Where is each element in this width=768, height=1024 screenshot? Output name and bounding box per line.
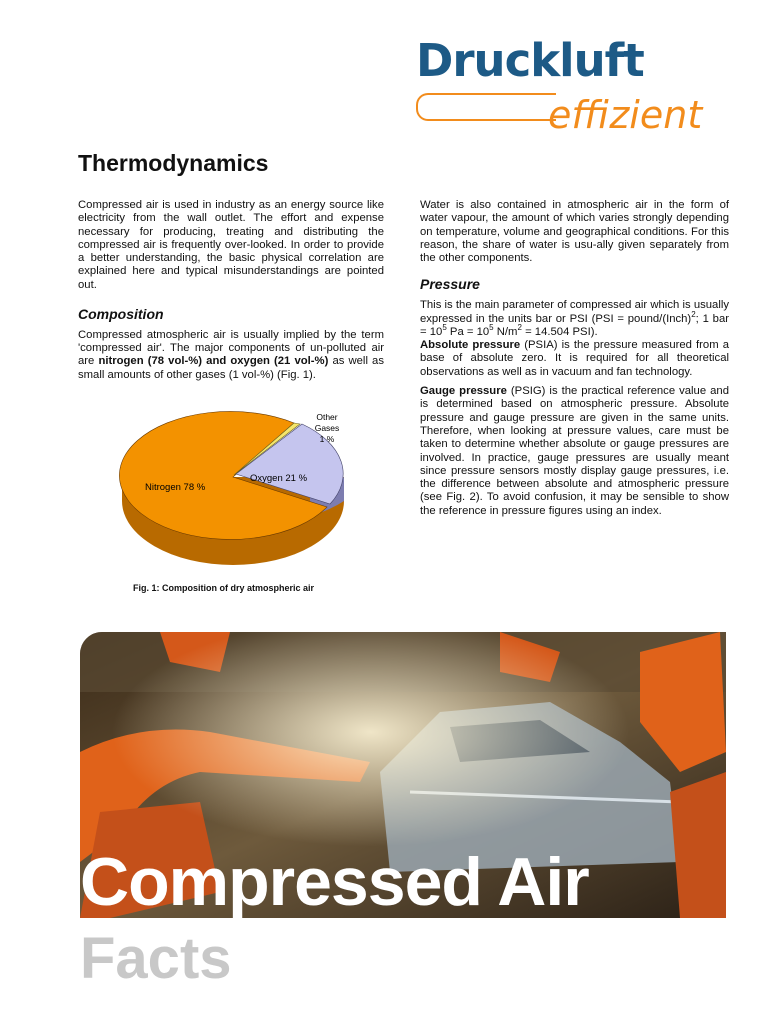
pie-label-oxygen: Oxygen 21 % — [250, 473, 308, 484]
left-column — [78, 199, 384, 382]
composition-heading: Composition — [78, 306, 164, 323]
absolute-pressure-paragraph: Absolute pressure (PSIA) is the pressure measured from a base of absolute zero. It is required for all theoretical observations as well as in vacuum and fan technology. — [420, 339, 729, 378]
pie-chart — [118, 405, 358, 580]
water-paragraph: Water is also contained in atmospheric air in the form of water vapour, the amount of which varies strongly depending on temperature, volume and geographical conditions. For this reason, the share of water is usu-ally given separately from the other components. — [420, 199, 729, 265]
banner-title: Compressed Air — [80, 844, 589, 920]
logo-swoosh — [416, 93, 556, 121]
banner-subtitle: Facts — [80, 926, 232, 991]
pie-label-other-1: Other — [316, 412, 338, 422]
composition-paragraph: Compressed atmospheric air is usually implied by the term 'compressed air'. The major components of un-polluted air are nitrogen (78 vol-%) and oxygen (21 vol-%) as well as small amounts of other gases (1 vol-%) (Fig. 1). — [78, 328, 384, 381]
pie-label-other-3: 1 % — [319, 434, 335, 444]
pie-label-nitrogen: Nitrogen 78 % — [145, 482, 206, 493]
figure-caption: Fig. 1: Composition of dry atmospheric air — [133, 583, 315, 593]
pressure-paragraph: This is the main parameter of compressed air which is usually expressed in the units bar or PSI (PSI = pound/(Inch)$^2$; 1 bar = $10^5$ $Pa = 10^5$ $N/m^2 = 14.504$ PSI). — [420, 299, 729, 338]
logo-wordmark-effizient: effizient — [548, 93, 703, 137]
intro-paragraph: Compressed air is used in industry as an energy source like electricity from the wall outlet. The effort and expense necessary for producing, treating and distributing the compressed air is frequently over-looked. In order to provide a better understanding, the basic physical correlation are explained here and typical misunderstandings are pointed out. — [78, 199, 384, 291]
gauge-pressure-paragraph: Gauge pressure (PSIG) is the practical reference value and is determined based on atmospheric pressure. Absolute pressure and gauge pressure are given in the same units. Therefore, when looking at pressure values, care must be taken to determine whether absolute or gauge pressures are involved. In practice, gauge pressures are usually meant since pressure sensors mostly display gauge pressures, i.e. the difference between absolute and atmospheric pressure (see Fig. 2). To avoid confusion, it may be sensible to show the reference in pressure figures using an index. — [420, 385, 729, 517]
page-title: Thermodynamics — [78, 150, 269, 176]
pie-label-other-2: Gases — [314, 423, 340, 433]
logo-wordmark-druckluft: Druckluft — [416, 34, 644, 87]
pressure-heading: Pressure — [420, 276, 480, 293]
right-column — [420, 199, 729, 518]
